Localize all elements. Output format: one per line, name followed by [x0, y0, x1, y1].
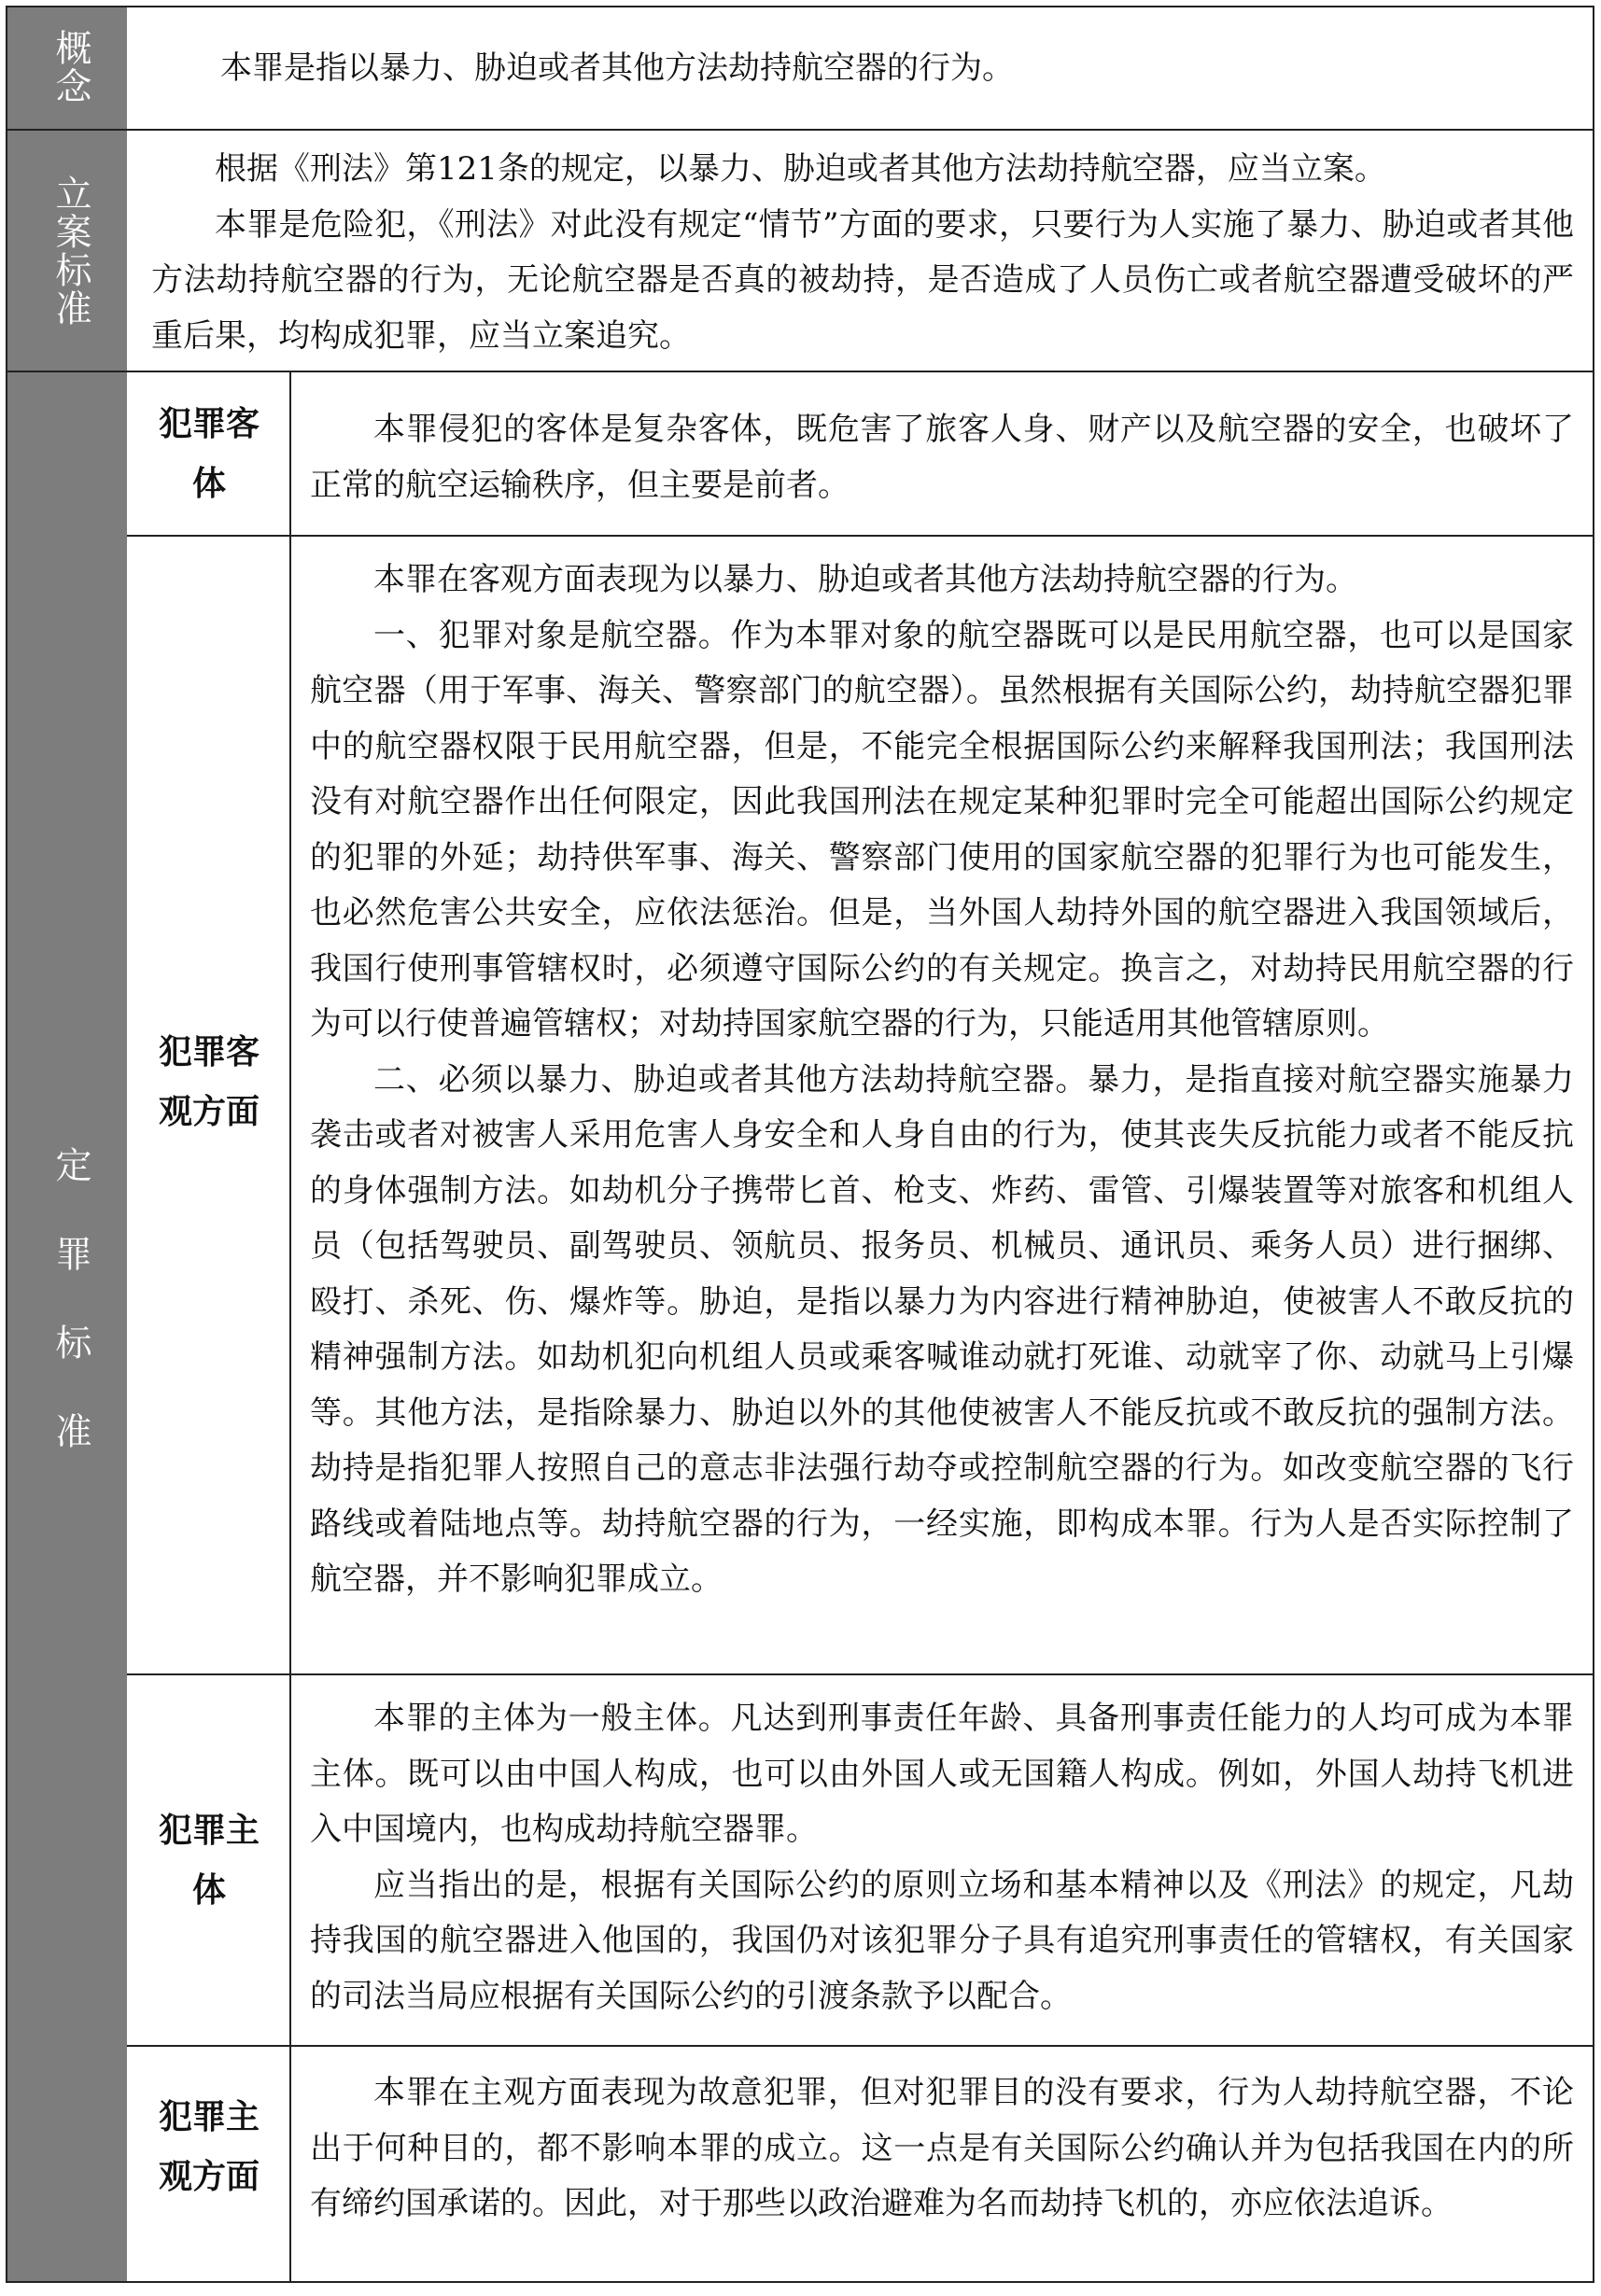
section-objective-paragraph-1: 本罪在客观方面表现为以暴力、胁迫或者其他方法劫持航空器的行为。	[373, 561, 1357, 598]
section-subjective-label	[151, 2088, 267, 2207]
section-object-body	[310, 402, 1574, 513]
concept-text: 本罪是指以暴力、胁迫或者其他方法劫持航空器的行为。	[220, 49, 1014, 87]
rule-top	[6, 6, 1594, 7]
section-subject-label	[151, 1801, 267, 1921]
filing-standard-label-cell	[6, 130, 127, 371]
section-objective-label	[151, 1023, 267, 1142]
rule-sub-divider	[289, 371, 291, 2282]
rule-concept-bottom	[6, 129, 1594, 131]
filing-standard-label: 立案标准	[49, 175, 91, 328]
section-subjective-label-text: 犯罪主观方面	[158, 2098, 260, 2196]
conviction-standard-label: 定罪标准	[49, 1146, 91, 1501]
filing-standard-paragraph-1: 根据《刑法》第121条的规定，以暴力、胁迫或者其他方法劫持航空器，应当立案。	[215, 150, 1386, 188]
section-subjective-body	[310, 2065, 1574, 2233]
filing-standard-paragraph-2: 本罪是危险犯，《刑法》对此没有规定“情节”方面的要求，只要行为人实施了暴力、胁迫或者其他方法劫持航空器的行为，无论航空器是否真的被劫持，是否造成了人员伤亡或者航空器遭受破坏的严重后果，均构成犯罪，应当立案追究。	[151, 205, 1574, 355]
rule-bottom	[6, 2281, 1594, 2283]
section-objective-paragraph-2: 一、犯罪对象是航空器。作为本罪对象的航空器既可以是民用航空器，也可以是国家航空器（用于军事、海关、警察部门的航空器）。虽然根据有关国际公约，劫持航空器犯罪中的航空器权限于民用航空器，但是，不能完全根据国际公约来解释我国刑法；我国刑法没有对航空器作出任何限定，因此我国刑法在规定某种犯罪时完全可能超出国际公约规定的犯罪的外延；劫持供军事、海关、警察部门使用的国家航空器的犯罪行为也可能发生，也必然危害公共安全，应依法惩治。但是，当外国人劫持外国的航空器进入我国领域后，我国行使刑事管辖权时，必须遵守国际公约的有关规定。换言之，对劫持民用航空器的行为可以行使普遍管辖权；对劫持国家航空器的行为，只能适用其他管辖原则。	[310, 616, 1574, 1043]
section-subject-paragraph-1: 本罪的主体为一般主体。凡达到刑事责任年龄、具备刑事责任能力的人均可成为本罪主体。既可以由中国人构成，也可以由外国人或无国籍人构成。例如，外国人劫持飞机进入中国境内，也构成劫持航空器罪。	[310, 1700, 1574, 1848]
section-objective-label-text: 犯罪客观方面	[158, 1033, 260, 1131]
rule-object-bottom	[127, 535, 1594, 537]
rule-left	[6, 6, 7, 2283]
section-objective-paragraph-3: 二、必须以暴力、胁迫或者其他方法劫持航空器。暴力，是指直接对航空器实施暴力袭击或者对被害人采用危害人身安全和人身自由的行为，使其丧失反抗能力或者不能反抗的身体强制方法。如劫机分子携带匕首、枪支、炸药、雷管、引爆装置等对旅客和机组人员（包括驾驶员、副驾驶员、领航员、报务员、机械员、通讯员、乘务人员）进行捆绑、殴打、杀死、伤、爆炸等。胁迫，是指以暴力为内容进行精神胁迫，使被害人不敢反抗的精神强制方法。如劫机犯向机组人员或乘客喊谁动就打死谁、动就宰了你、动就马上引爆等。其他方法，是指除暴力、胁迫以外的其他使被害人不能反抗或不敢反抗的强制方法。劫持是指犯罪人按照自己的意志非法强行劫夺或控制航空器的行为。如改变航空器的飞行路线或着陆地点等。劫持航空器的行为，一经实施，即构成本罪。行为人是否实际控制了航空器，并不影响犯罪成立。	[310, 1060, 1574, 1598]
concept-label-cell	[6, 6, 127, 130]
section-subjective-paragraph-1: 本罪在主观方面表现为故意犯罪，但对犯罪目的没有要求，行为人劫持航空器，不论出于何种目的，都不影响本罪的成立。这一点是有关国际公约确认并为包括我国在内的所有缔约国承诺的。因此，对于那些以政治避难为名而劫持飞机的，亦应依法追诉。	[310, 2074, 1574, 2222]
rule-subject-bottom	[127, 2045, 1594, 2047]
section-object-label	[151, 395, 267, 514]
rule-objective-bottom	[127, 1673, 1594, 1675]
filing-standard-body	[151, 142, 1574, 364]
section-object-label-text: 犯罪客体	[158, 405, 260, 503]
rule-filing-bottom	[6, 371, 1594, 372]
section-subject-body	[310, 1691, 1574, 2024]
rule-right	[1593, 6, 1594, 2283]
concept-body	[157, 41, 1568, 97]
conviction-standard-label-cell	[6, 371, 127, 2281]
section-objective-body	[310, 553, 1574, 1608]
section-subject-paragraph-2: 应当指出的是，根据有关国际公约的原则立场和基本精神以及《刑法》的规定，凡劫持我国的航空器进入他国的，我国仍对该犯罪分子具有追究刑事责任的管辖权，有关国家的司法当局应根据有关国际公约的引渡条款予以配合。	[310, 1866, 1574, 2015]
section-subject-label-text: 犯罪主体	[158, 1812, 260, 1910]
section-object-paragraph-1: 本罪侵犯的客体是复杂客体，既危害了旅客人身、财产以及航空器的安全，也破坏了正常的航空运输秩序，但主要是前者。	[310, 411, 1574, 504]
concept-label: 概念	[49, 29, 91, 105]
